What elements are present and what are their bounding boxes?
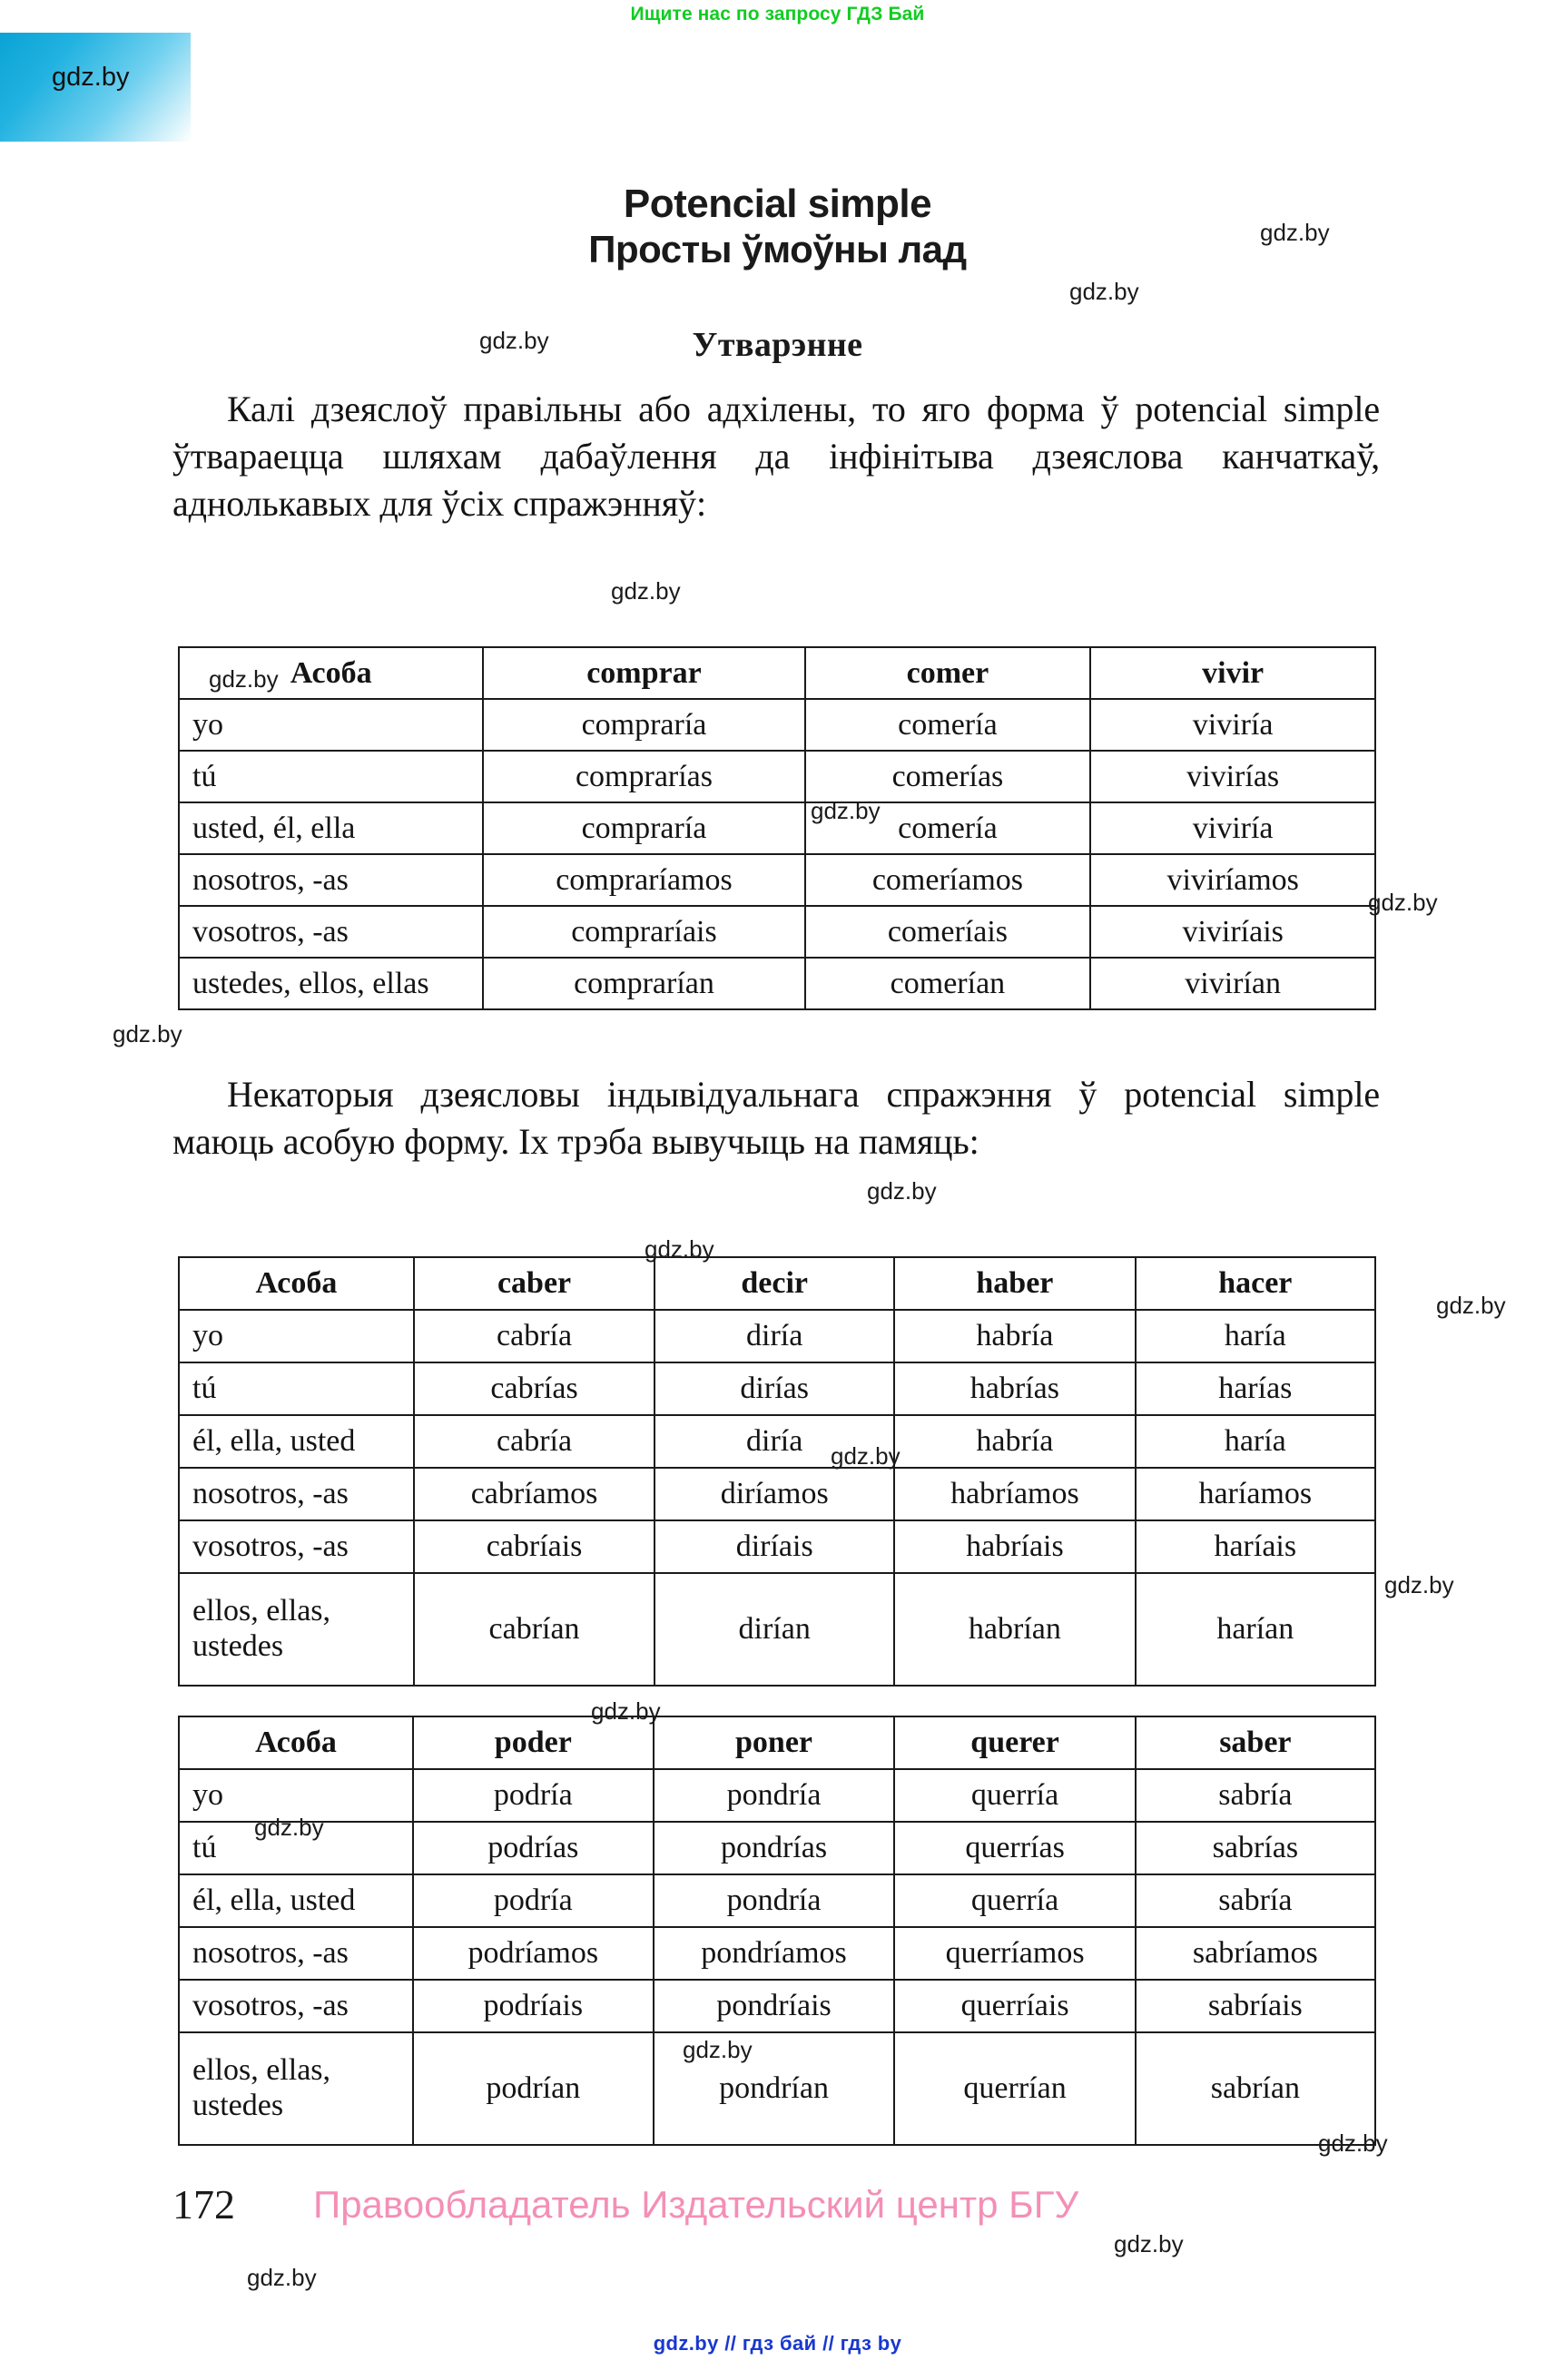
watermark-gdz: gdz.by (254, 1814, 324, 1841)
cell-form: vivirías (1090, 751, 1375, 802)
page-number: 172 (172, 2181, 235, 2228)
copyright-notice: Правообладатель Издательский центр БГУ (313, 2183, 1079, 2226)
watermark-gdz: gdz.by (1114, 2230, 1184, 2257)
table-irregular-verbs-1 (178, 1256, 1376, 1687)
cell-form: vivirían (1090, 958, 1375, 1009)
cell-person: nosotros, -as (179, 1927, 413, 1980)
cell-form: querría (894, 1769, 1135, 1822)
cell-form: harías (1136, 1362, 1375, 1415)
intro-paragraph-text: Калі дзеяслоў правільны або адхілены, то яго форма ў potencial simple ўтвараецца шляхам дабаўлення да інфінітыва дзеяслова канчаткаў, аднолькавых для ўсіх спражэнняў: (172, 388, 1380, 524)
cell-form: comprarían (483, 958, 804, 1009)
column-header-comer: comer (805, 647, 1091, 699)
table-row (179, 1415, 1375, 1468)
cell-form: podrían (413, 2032, 654, 2145)
cell-form: pondríais (654, 1980, 895, 2032)
cell-form: sabríais (1136, 1980, 1375, 2032)
site-logo-text: gdz.by (52, 63, 130, 92)
table-row (179, 1927, 1375, 1980)
table-row (179, 1980, 1375, 2032)
table-row (179, 699, 1375, 751)
cell-person: vosotros, -as (179, 1980, 413, 2032)
cell-form: cabrían (414, 1573, 654, 1686)
table-header-row (179, 1257, 1375, 1310)
table-row (179, 1520, 1375, 1573)
cell-form: sabrían (1136, 2032, 1375, 2145)
column-header-vivir: vivir (1090, 647, 1375, 699)
watermark-gdz: gdz.by (247, 2264, 317, 2291)
cell-form: diríamos (654, 1468, 894, 1520)
table-row (179, 1822, 1375, 1874)
table-row (179, 1468, 1375, 1520)
cell-person: vosotros, -as (179, 1520, 414, 1573)
irregular-note-text: Некаторыя дзеясловы індывідуальнага спражэння ў potencial simple маюць асобую форму. Іх трэба вывучыць на памяць: (172, 1074, 1380, 1162)
cell-form: viviría (1090, 699, 1375, 751)
bottom-links: gdz.by // гдз бай // гдз by (653, 2332, 902, 2355)
cell-person: tú (179, 751, 483, 802)
watermark-gdz: gdz.by (1318, 2129, 1388, 2157)
column-header-hacer: hacer (1136, 1257, 1375, 1310)
table-row (179, 906, 1375, 958)
intro-paragraph (172, 386, 1380, 527)
cell-person: tú (179, 1822, 413, 1874)
cell-form: habrían (894, 1573, 1135, 1686)
cell-form: pondrías (654, 1822, 895, 1874)
cell-form: querríamos (894, 1927, 1135, 1980)
cell-form: compraríamos (483, 854, 804, 906)
promo-banner: Ищите нас по запросу ГДЗ Бай (630, 4, 925, 25)
column-header-poner: poner (654, 1716, 895, 1769)
cell-form: podría (413, 1874, 654, 1927)
cell-form: haríamos (1136, 1468, 1375, 1520)
section-heading-utvarenne: Утварэнне (692, 326, 863, 364)
column-header-querer: querer (894, 1716, 1135, 1769)
column-header-decir: decir (654, 1257, 894, 1310)
cell-form: pondría (654, 1874, 895, 1927)
cell-form: haría (1136, 1415, 1375, 1468)
watermark-gdz: gdz.by (611, 577, 681, 605)
cell-person: yo (179, 1310, 414, 1362)
cell-form: habríais (894, 1520, 1135, 1573)
cell-person: ustedes, ellos, ellas (179, 958, 483, 1009)
watermark-gdz: gdz.by (1069, 278, 1139, 305)
cell-form: comerías (805, 751, 1091, 802)
cell-form: harían (1136, 1573, 1375, 1686)
table-regular-verbs (178, 646, 1376, 1010)
table-row (179, 1874, 1375, 1927)
cell-person: él, ella, usted (179, 1874, 413, 1927)
cell-form: habría (894, 1310, 1135, 1362)
cell-form: comeríamos (805, 854, 1091, 906)
cell-form: viviría (1090, 802, 1375, 854)
cell-form: cabrías (414, 1362, 654, 1415)
cell-form: habríamos (894, 1468, 1135, 1520)
cell-person: yo (179, 1769, 413, 1822)
cell-form: podría (413, 1769, 654, 1822)
title-subtitle: Просты ўмоўны лад (588, 227, 967, 270)
cell-form: comeríais (805, 906, 1091, 958)
cell-form: compraríais (483, 906, 804, 958)
cell-form: diría (654, 1310, 894, 1362)
cell-form: sabrías (1136, 1822, 1375, 1874)
table-row (179, 751, 1375, 802)
cell-form: querrías (894, 1822, 1135, 1874)
cell-form: habrías (894, 1362, 1135, 1415)
table-header-row (179, 647, 1375, 699)
cell-form: comprarías (483, 751, 804, 802)
cell-form: cabríamos (414, 1468, 654, 1520)
table-header-row (179, 1716, 1375, 1769)
cell-form: cabría (414, 1310, 654, 1362)
cell-person: tú (179, 1362, 414, 1415)
column-header-poder: poder (413, 1716, 654, 1769)
watermark-gdz: gdz.by (1436, 1292, 1506, 1319)
column-header-saber: saber (1136, 1716, 1375, 1769)
cell-form: dirían (654, 1573, 894, 1686)
cell-form: sabríamos (1136, 1927, 1375, 1980)
watermark-gdz: gdz.by (1260, 219, 1330, 246)
cell-form: pondrían (654, 2032, 895, 2145)
cell-person: nosotros, -as (179, 1468, 414, 1520)
cell-form: podríais (413, 1980, 654, 2032)
column-header-person: Асоба (179, 647, 483, 699)
cell-form: viviríais (1090, 906, 1375, 958)
cell-person: él, ella, usted (179, 1415, 414, 1468)
cell-form: comería (805, 802, 1091, 854)
watermark-gdz: gdz.by (209, 665, 279, 693)
cell-form: habría (894, 1415, 1135, 1468)
watermark-gdz: gdz.by (683, 2036, 753, 2063)
table-row (179, 2032, 1375, 2145)
cell-form: sabría (1136, 1769, 1375, 1822)
cell-form: sabría (1136, 1874, 1375, 1927)
cell-person: ellos, ellas, ustedes (179, 2032, 413, 2145)
cell-person: ellos, ellas, ustedes (179, 1573, 414, 1686)
cell-form: querrían (894, 2032, 1135, 2145)
watermark-gdz: gdz.by (1384, 1571, 1454, 1598)
cell-form: haría (1136, 1310, 1375, 1362)
table-row (179, 1573, 1375, 1686)
cell-form: compraría (483, 699, 804, 751)
cell-person: nosotros, -as (179, 854, 483, 906)
cell-form: cabríais (414, 1520, 654, 1573)
column-header-person: Асоба (179, 1716, 413, 1769)
title-main: Potencial simple (623, 182, 932, 226)
watermark-gdz: gdz.by (831, 1442, 901, 1470)
irregular-note-paragraph (172, 1071, 1380, 1165)
cell-form: comerían (805, 958, 1091, 1009)
table-row (179, 802, 1375, 854)
watermark-gdz: gdz.by (479, 327, 549, 354)
watermark-gdz: gdz.by (1368, 889, 1438, 916)
cell-form: podríamos (413, 1927, 654, 1980)
cell-person: vosotros, -as (179, 906, 483, 958)
cell-form: cabría (414, 1415, 654, 1468)
watermark-gdz: gdz.by (811, 797, 881, 824)
cell-form: comería (805, 699, 1091, 751)
page-title (0, 184, 1555, 270)
watermark-gdz: gdz.by (591, 1697, 661, 1725)
cell-form: pondría (654, 1769, 895, 1822)
cell-form: diríais (654, 1520, 894, 1573)
site-logo-block (0, 33, 191, 142)
cell-form: querríais (894, 1980, 1135, 2032)
table-row (179, 1769, 1375, 1822)
watermark-gdz: gdz.by (113, 1020, 182, 1047)
cell-form: podrías (413, 1822, 654, 1874)
cell-form: diría (654, 1415, 894, 1468)
column-header-haber: haber (894, 1257, 1135, 1310)
table-row (179, 1310, 1375, 1362)
column-header-caber: caber (414, 1257, 654, 1310)
table-row (179, 958, 1375, 1009)
watermark-gdz: gdz.by (867, 1177, 937, 1205)
cell-form: pondríamos (654, 1927, 895, 1980)
table-row (179, 854, 1375, 906)
cell-form: querría (894, 1874, 1135, 1927)
column-header-person: Асоба (179, 1257, 414, 1310)
cell-form: haríais (1136, 1520, 1375, 1573)
table-irregular-verbs-2 (178, 1716, 1376, 2146)
watermark-gdz: gdz.by (645, 1235, 714, 1263)
cell-form: compraría (483, 802, 804, 854)
cell-form: viviríamos (1090, 854, 1375, 906)
column-header-comprar: comprar (483, 647, 804, 699)
cell-person: yo (179, 699, 483, 751)
table-row (179, 1362, 1375, 1415)
cell-person: usted, él, ella (179, 802, 483, 854)
cell-form: dirías (654, 1362, 894, 1415)
